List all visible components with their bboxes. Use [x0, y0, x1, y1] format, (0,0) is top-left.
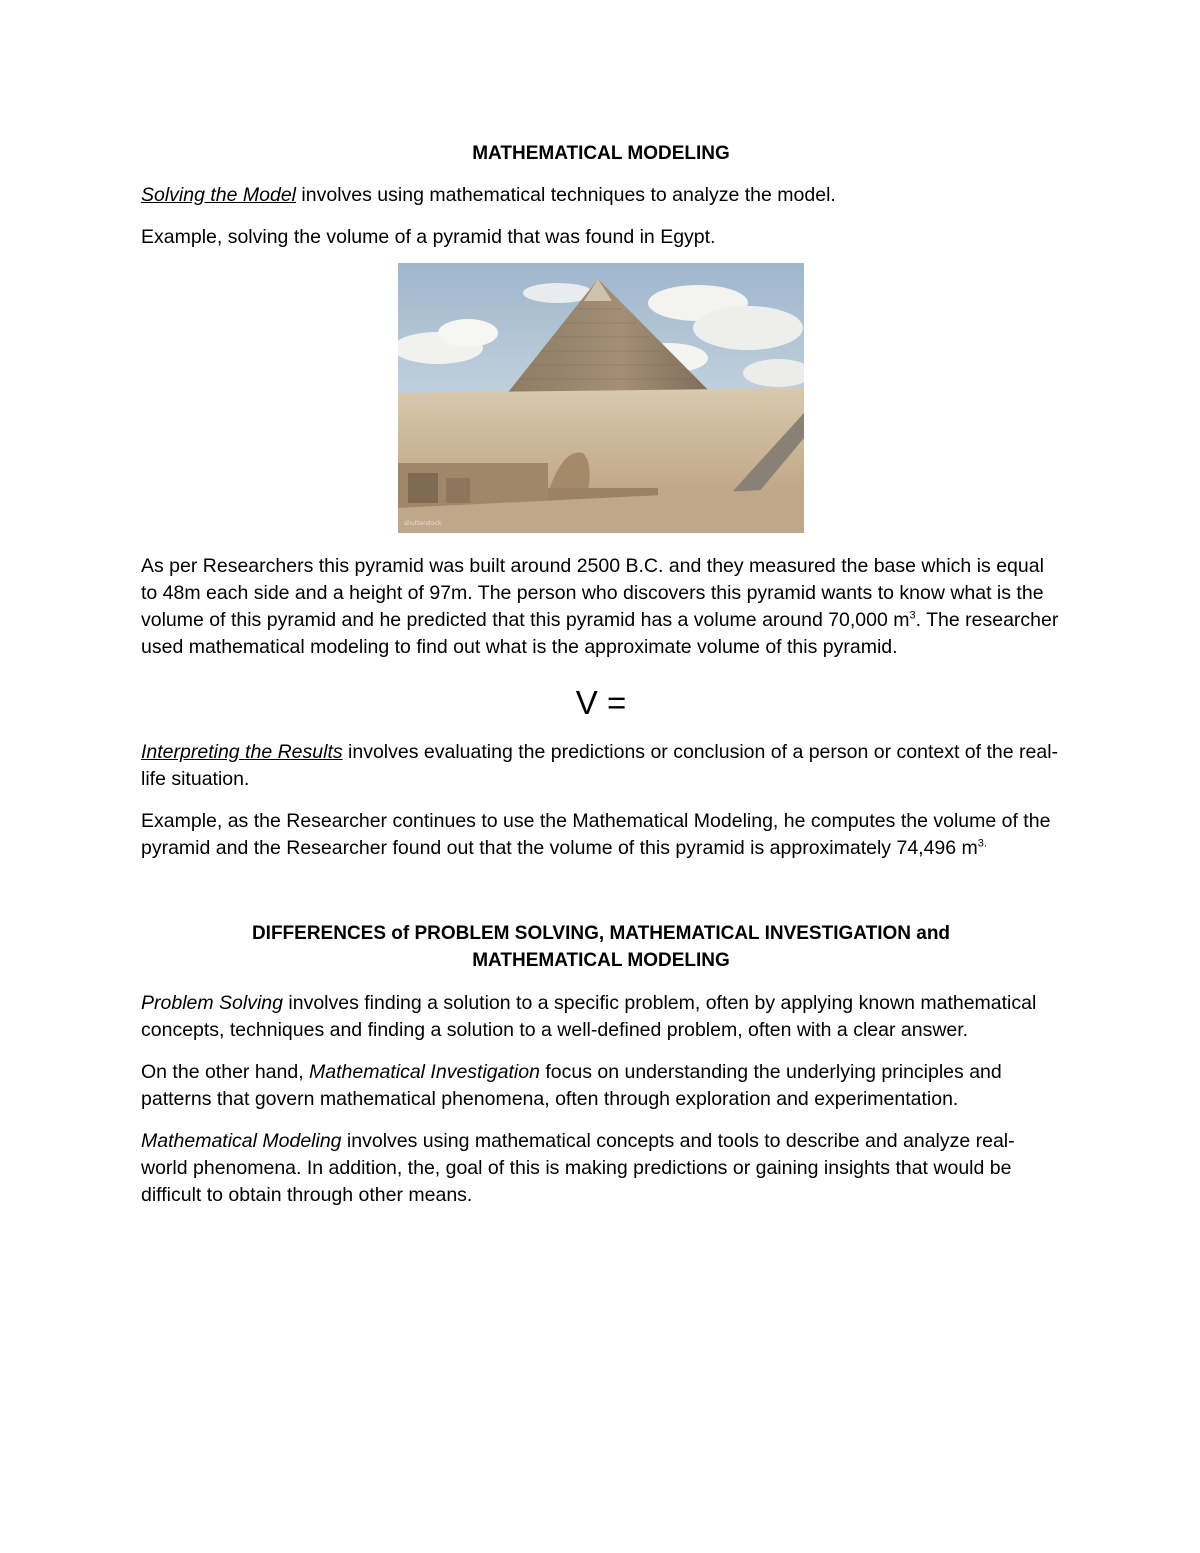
- pyramid-example-paragraph: Example, solving the volume of a pyramid that was found in Egypt.: [141, 226, 716, 248]
- solving-the-model-text: involves using mathematical techniques to analyze the model.: [296, 184, 836, 206]
- problem-solving-text: involves finding a solution to a specific problem, often by applying known mathematical concepts, techniques and finding a solution to a well-defined problem, often with a clear answer.: [141, 992, 1037, 1041]
- section-title-mathematical-modeling: MATHEMATICAL MODELING: [472, 143, 730, 164]
- pyramid-image: [398, 263, 804, 533]
- interpreting-results-text: involves evaluating the predictions or conclusion of a person or context of the real-life situation.: [141, 741, 1059, 790]
- term-mathematical-investigation: Mathematical Investigation: [309, 1061, 540, 1083]
- mathematical-modeling-paragraph: [141, 1128, 1061, 1209]
- volume-result-paragraph: [141, 808, 1061, 862]
- cubic-superscript-2: 3.: [977, 837, 987, 850]
- volume-equation: V =: [575, 684, 627, 721]
- problem-solving-paragraph: [141, 990, 1061, 1044]
- modeling-text: involves using mathematical concepts and tools to describe and analyze real-world phenomena. In addition, the, goal of this is making predictions or gaining insights that would be difficult to obtain through other means.: [141, 1130, 1015, 1206]
- term-mathematical-modeling: Mathematical Modeling: [141, 1130, 342, 1152]
- investigation-lead: On the other hand,: [141, 1061, 310, 1083]
- section-title-differences: [141, 920, 1061, 974]
- image-watermark: shutterstock: [404, 520, 442, 527]
- cubic-superscript: 3: [909, 609, 916, 622]
- document-page: [141, 140, 1061, 1209]
- term-problem-solving: Problem Solving: [141, 992, 283, 1014]
- term-interpreting-the-results: Interpreting the Results: [141, 741, 343, 763]
- term-solving-the-model: Solving the Model: [141, 184, 297, 206]
- interpreting-results-paragraph: [141, 739, 1061, 793]
- researchers-text-end: . The researcher used mathematical modeling to find out what is the approximate volume of this pyramid.: [141, 609, 1059, 658]
- solving-the-model-paragraph: [141, 182, 1061, 209]
- mathematical-investigation-paragraph: [141, 1059, 1061, 1113]
- pyramid-photo: [141, 263, 1061, 533]
- differences-title-line-2: MATHEMATICAL MODELING: [472, 950, 730, 971]
- differences-title-line-1: DIFFERENCES of PROBLEM SOLVING, MATHEMATICAL INVESTIGATION and: [251, 923, 951, 944]
- volume-result-text: Example, as the Researcher continues to use the Mathematical Modeling, he computes the volume of the pyramid and the Researcher found out that the volume of this pyramid is approximately 74,496 m: [141, 810, 1051, 859]
- researchers-text: As per Researchers this pyramid was built around 2500 B.C. and they measured the base which is equal to 48m each side and a height of 97m. The person who discovers this pyramid wants to know what is the volume of this pyramid and he predicted that this pyramid has a volume around 70,000 m: [141, 555, 1044, 631]
- researchers-paragraph: [141, 553, 1061, 661]
- investigation-text: focus on understanding the underlying principles and patterns that govern mathematical phenomena, often through exploration and experimentation.: [141, 1061, 1002, 1110]
